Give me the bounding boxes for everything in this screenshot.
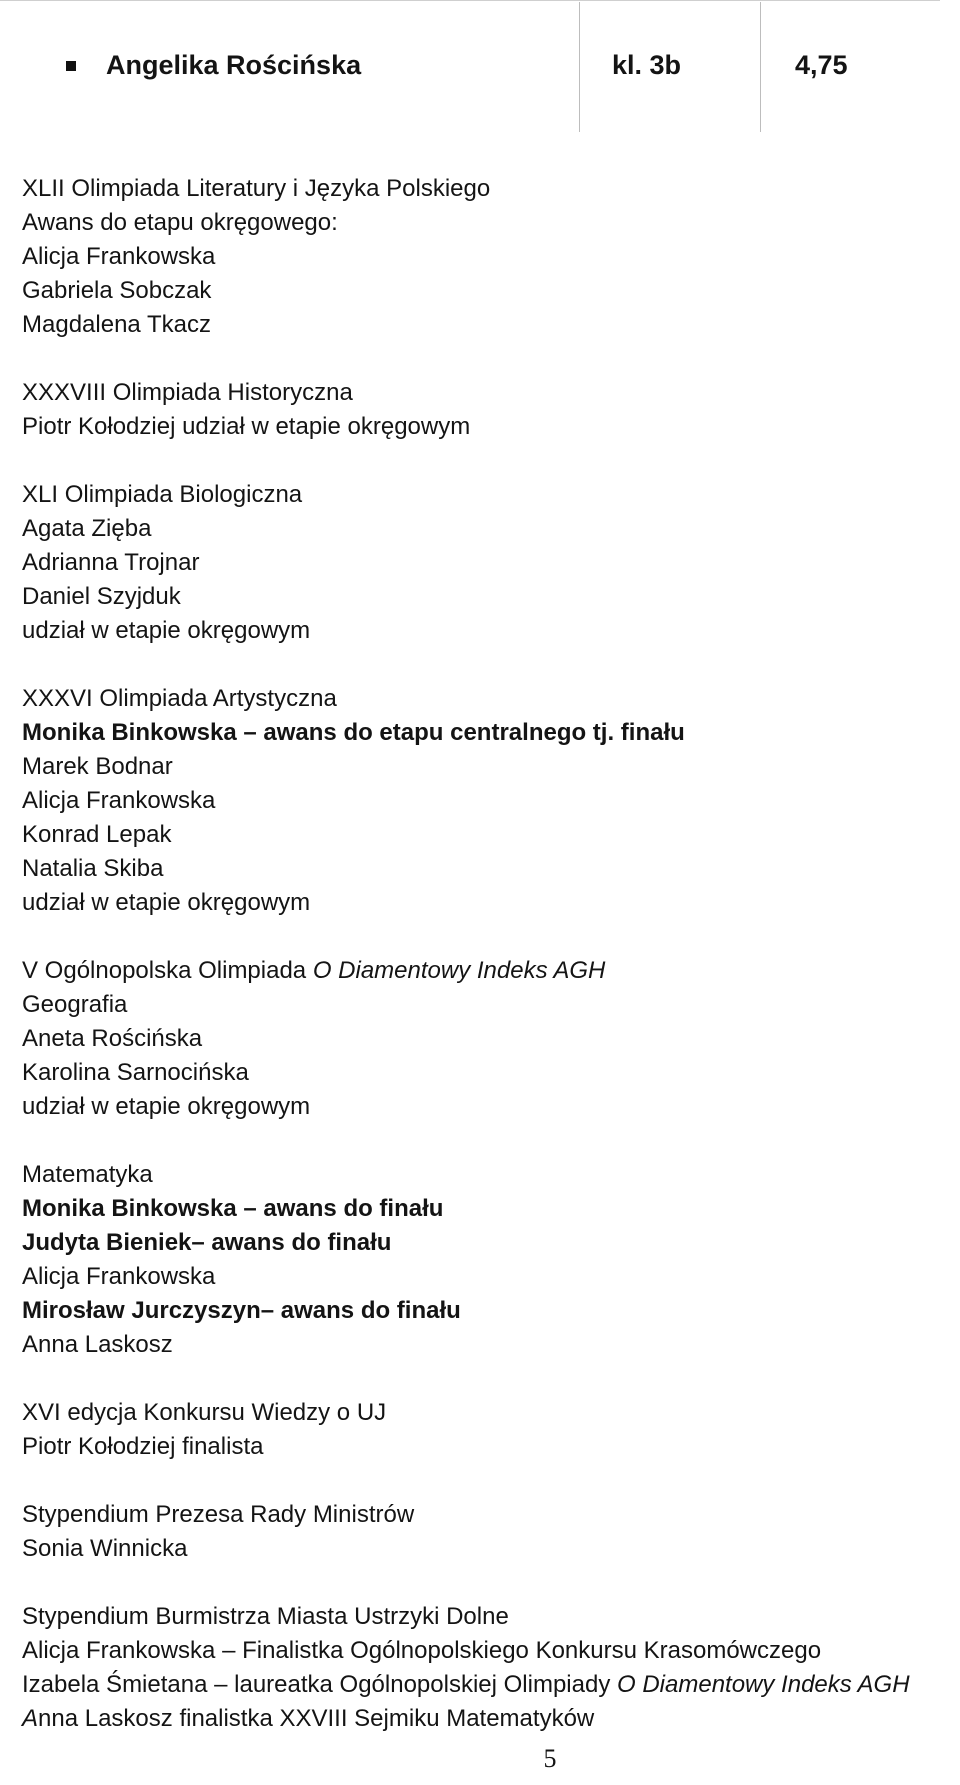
student-entry: Anna Laskosz: [22, 1331, 173, 1358]
student-entry: Piotr Kołodziej finalista: [22, 1433, 264, 1460]
entry-text: nna Laskosz finalistka XXVIII Sejmiku Matematyków: [38, 1705, 595, 1732]
section-title: XLII Olimpiada Literatury i Języka Polskiego: [22, 175, 491, 202]
student-entry: Alicja Frankowska: [22, 1263, 216, 1290]
student-entry: Daniel Szyjduk: [22, 583, 181, 610]
header-row: [0, 0, 960, 135]
student-entry: Marek Bodnar: [22, 753, 173, 780]
student-entry: Gabriela Sobczak: [22, 277, 212, 304]
section-line: Awans do etapu okręgowego:: [22, 209, 338, 236]
student-entry: Magdalena Tkacz: [22, 311, 211, 338]
subject-label: Matematyka: [22, 1161, 153, 1188]
entry-italic: A: [22, 1705, 39, 1732]
student-entry: Alicja Frankowska: [22, 787, 216, 814]
section-line: udział w etapie okręgowym: [22, 1093, 311, 1120]
section-line: udział w etapie okręgowym: [22, 617, 311, 644]
entry-text: Izabela Śmietana – laureatka Ogólnopolskiej Olimpiady: [22, 1671, 617, 1698]
title-text: V Ogólnopolska Olimpiada: [22, 957, 313, 984]
section-title: Stypendium Burmistrza Miasta Ustrzyki Dolne: [22, 1603, 509, 1630]
student-entry: Piotr Kołodziej udział w etapie okręgowym: [22, 413, 471, 440]
subject-label: Geografia: [22, 991, 128, 1018]
student-entry-highlight: Monika Binkowska – awans do finału: [22, 1195, 444, 1222]
student-class: kl. 3b: [612, 50, 682, 80]
section-line: udział w etapie okręgowym: [22, 889, 311, 916]
student-entry: Aneta Rościńska: [22, 1025, 203, 1052]
student-entry: Karolina Sarnocińska: [22, 1059, 249, 1086]
student-entry-highlight: Monika Binkowska – awans do etapu centralnego tj. finału: [22, 719, 685, 746]
student-entry: [22, 1668, 952, 1702]
student-grade: 4,75: [795, 50, 848, 80]
table-column-divider: [579, 2, 580, 132]
student-entry: Alicja Frankowska: [22, 243, 216, 270]
entry-italic: O Diamentowy Indeks AGH: [617, 1671, 910, 1698]
page-number: 5: [543, 1744, 557, 1773]
achievements-list: [22, 172, 952, 1736]
table-top-border: [0, 0, 940, 1]
student-entry: Natalia Skiba: [22, 855, 164, 882]
student-entry: Sonia Winnicka: [22, 1535, 188, 1562]
section-title: XVI edycja Konkursu Wiedzy o UJ: [22, 1399, 387, 1426]
student-name: Angelika Rościńska: [106, 50, 362, 80]
student-entry: Konrad Lepak: [22, 821, 172, 848]
student-entry-highlight: Judyta Bieniek– awans do finału: [22, 1229, 392, 1256]
section-title: Stypendium Prezesa Rady Ministrów: [22, 1501, 415, 1528]
student-entry: Adrianna Trojnar: [22, 549, 200, 576]
student-entry-highlight: Mirosław Jurczyszyn– awans do finału: [22, 1297, 461, 1324]
table-column-divider: [760, 2, 761, 132]
section-title: XXXVIII Olimpiada Historyczna: [22, 379, 353, 406]
section-title: [22, 954, 952, 988]
student-entry: Alicja Frankowska – Finalistka Ogólnopolskiego Konkursu Krasomówczego: [22, 1637, 822, 1664]
student-entry: [22, 1702, 952, 1736]
student-entry: Agata Zięba: [22, 515, 152, 542]
square-bullet-icon: [66, 61, 76, 71]
title-italic: O Diamentowy Indeks AGH: [312, 957, 606, 984]
section-title: XLI Olimpiada Biologiczna: [22, 481, 303, 508]
section-title: XXXVI Olimpiada Artystyczna: [22, 685, 337, 712]
